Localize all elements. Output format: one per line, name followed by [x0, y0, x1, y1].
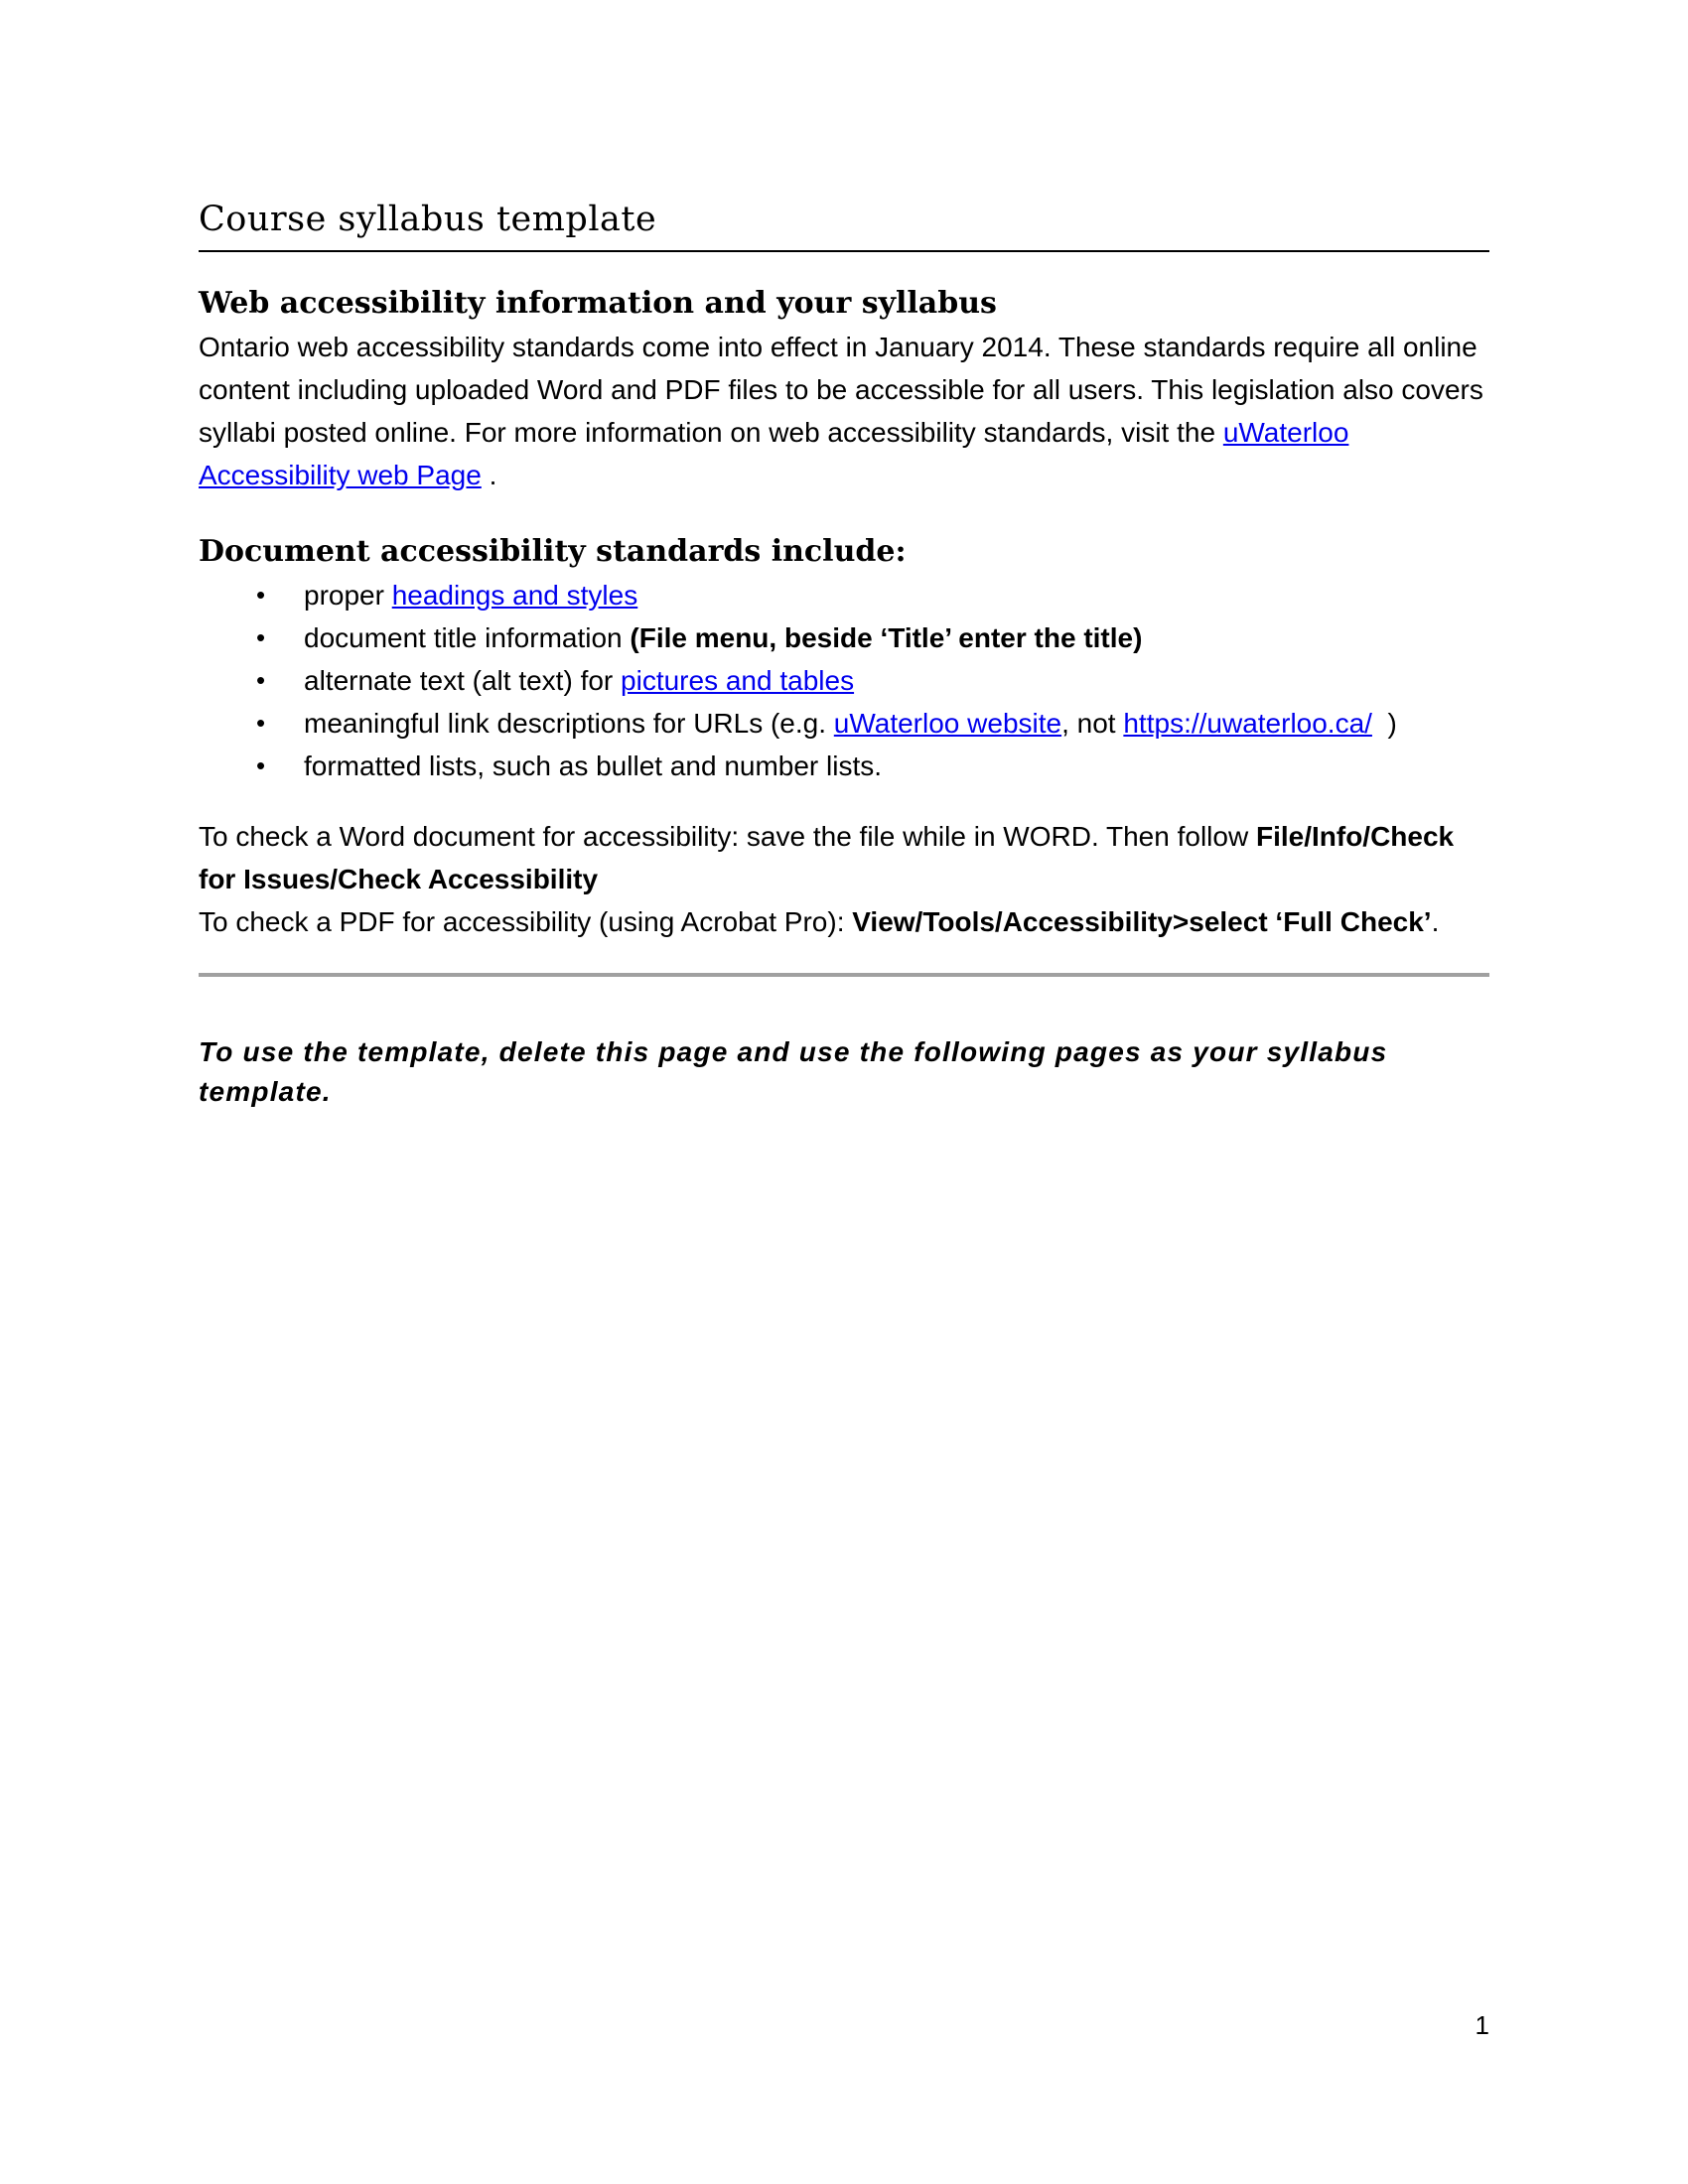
- paragraph-text: Ontario web accessibility standards come into effect in January 2014. These standards require all online content including uploaded Word and PDF files to be accessible for all users. This legislation also covers syllabi posted online. For more information on web accessibility standards, visit the: [199, 332, 1483, 448]
- word-check-path: File/Info/Check for Issues/Check Accessibility: [199, 821, 1455, 894]
- headings-styles-link[interactable]: headings and styles: [391, 580, 638, 611]
- document-title: Course syllabus template: [199, 195, 1489, 252]
- list-item-text: alternate text (alt text) for: [304, 665, 622, 696]
- list-item-text: formatted lists, such as bullet and number lists.: [304, 751, 883, 781]
- section-heading-document-standards: Document accessibility standards include:: [199, 534, 907, 569]
- list-item: [199, 574, 1489, 616]
- web-accessibility-paragraph: [199, 326, 1489, 496]
- list-item-text: document title information: [304, 622, 631, 653]
- pdf-check-text: To check a PDF for accessibility (using Acrobat Pro):: [199, 906, 853, 937]
- list-item-text: proper: [304, 580, 392, 611]
- bullet-icon: •: [256, 665, 266, 695]
- list-item: [199, 702, 1489, 745]
- horizontal-divider: [199, 973, 1489, 977]
- list-item: [199, 745, 1489, 787]
- bullet-icon: •: [256, 751, 266, 780]
- uwaterloo-accessibility-link[interactable]: uWaterloo Accessibility web Page: [199, 417, 1349, 490]
- accessibility-check-instructions: [199, 815, 1489, 943]
- uwaterloo-website-link[interactable]: uWaterloo website: [833, 708, 1062, 739]
- bullet-icon: •: [256, 580, 266, 610]
- list-item-bold-text: (File menu, beside ‘Title’ enter the title): [630, 622, 1143, 653]
- bullet-icon: •: [256, 708, 266, 738]
- list-item-text-mid: , not: [1061, 708, 1124, 739]
- page-content: [199, 195, 1489, 1140]
- list-item-text: meaningful link descriptions for URLs (e.g.: [304, 708, 834, 739]
- template-usage-note: To use the template, delete this page and use the following pages as your syllabus template.: [199, 1036, 1388, 1107]
- bullet-icon: •: [256, 622, 266, 652]
- paragraph-end: .: [481, 460, 497, 490]
- word-check-text: To check a Word document for accessibility: save the file while in WORD. Then follow: [199, 821, 1256, 852]
- section-heading-web-accessibility: Web accessibility information and your syllabus: [199, 286, 997, 321]
- list-item-text-end: ): [1371, 708, 1397, 739]
- page-number: 1: [1475, 2010, 1489, 2040]
- word-check-instruction: [199, 815, 1489, 900]
- pdf-check-instruction: [199, 900, 1489, 943]
- standards-list: [199, 574, 1489, 787]
- uwaterloo-url-link[interactable]: https://uwaterloo.ca/: [1123, 708, 1372, 739]
- pdf-check-path: View/Tools/Accessibility>select ‘Full Check’: [852, 906, 1432, 937]
- list-item: [199, 659, 1489, 702]
- pictures-tables-link[interactable]: pictures and tables: [621, 665, 855, 696]
- list-item: [199, 616, 1489, 659]
- pdf-check-end: .: [1431, 906, 1440, 937]
